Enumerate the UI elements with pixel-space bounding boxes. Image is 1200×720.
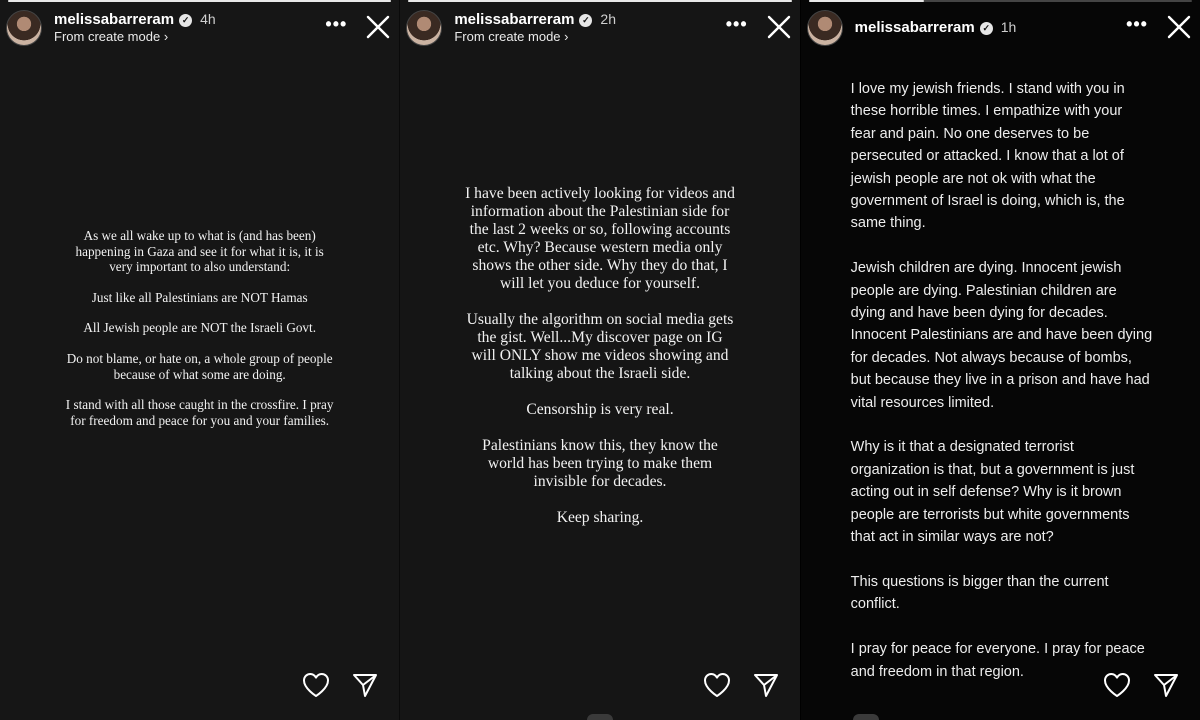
story-progress-fill bbox=[8, 0, 391, 2]
story-progress-fill bbox=[408, 0, 791, 2]
heart-icon[interactable] bbox=[301, 670, 331, 700]
story-paragraph: Jewish children are dying. Innocent jewish people are dying. Palestinian children are dying and have been dying for decades. Innocent Palestinians are and have been dying for decades. Not always because of bombs, but because they live in a prison and have had vital resources limited. bbox=[850, 260, 1153, 411]
story-paragraph: This questions is bigger than the current conflict. bbox=[850, 573, 1109, 613]
story-text bbox=[851, 78, 1180, 705]
close-icon[interactable] bbox=[1166, 14, 1192, 40]
story-paragraph: I pray for peace for everyone. I pray for peace and freedom in that region. bbox=[850, 641, 1145, 680]
avatar[interactable] bbox=[406, 10, 442, 46]
story-paragraph: Palestinians know this, they know the world has been trying to make them invisible for decades. bbox=[482, 437, 718, 490]
story-paragraph: Usually the algorithm on social media gets the gist. Well...My discover page on IG will ONLY show me videos showing and talking about the Israeli side. bbox=[466, 311, 734, 382]
more-options-icon[interactable]: ••• bbox=[1126, 14, 1148, 34]
story-header bbox=[6, 10, 393, 46]
story-paragraph: As we all wake up to what is (and has been) happening in Gaza and see it for what it is, it is very important to also understand: bbox=[75, 228, 324, 275]
story-progress-fill bbox=[809, 0, 924, 2]
heart-icon[interactable] bbox=[1102, 670, 1132, 700]
create-mode-link[interactable]: From create mode › bbox=[454, 29, 569, 44]
story-actions bbox=[301, 670, 379, 700]
more-options-icon[interactable]: ••• bbox=[325, 14, 348, 34]
close-icon[interactable] bbox=[766, 14, 792, 40]
username-line bbox=[855, 19, 1017, 37]
story-text bbox=[400, 185, 799, 545]
username[interactable]: melissabarreram bbox=[854, 19, 975, 36]
story-progress-bar bbox=[8, 0, 391, 2]
story-panel-3[interactable] bbox=[800, 0, 1200, 720]
story-paragraph: I stand with all those caught in the crossfire. I pray for freedom and peace for you and your families. bbox=[65, 397, 334, 428]
story-progress-bar bbox=[408, 0, 791, 2]
story-header bbox=[807, 10, 1194, 46]
heart-icon[interactable] bbox=[702, 670, 732, 700]
story-progress-bar bbox=[809, 0, 1192, 2]
send-icon[interactable] bbox=[351, 671, 379, 699]
story-paragraph: Just like all Palestinians are NOT Hamas bbox=[91, 289, 308, 305]
story-paragraph: Why is it that a designated terrorist organization is that, but a government is just acting out in self defense? Why is it brown people are terrorists but white governments that act in similar ways are not? bbox=[850, 439, 1135, 546]
send-icon[interactable] bbox=[752, 671, 780, 699]
story-paragraph: I have been actively looking for videos and information about the Palestinian side for the last 2 weeks or so, following accounts etc. Why? Because western media only shows the other side. Why they do that, I will let you deduce for yourself. bbox=[465, 185, 735, 292]
story-paragraph: I love my jewish friends. I stand with you in these horrible times. I empathize with your fear and pain. No one deserves to be persecuted or attacked. I know that a lot of jewish people are not ok with what the government of Israel is doing, which is, the same thing. bbox=[850, 81, 1125, 232]
username-line bbox=[54, 11, 216, 29]
navigation-notch bbox=[587, 714, 613, 720]
avatar[interactable] bbox=[6, 10, 42, 46]
story-actions bbox=[1102, 670, 1180, 700]
send-icon[interactable] bbox=[1152, 671, 1180, 699]
story-paragraph: Censorship is very real. bbox=[526, 401, 674, 418]
username-line bbox=[454, 11, 616, 29]
username[interactable]: melissabarreram bbox=[54, 11, 175, 28]
story-paragraph: Keep sharing. bbox=[556, 509, 644, 526]
create-mode-link[interactable]: From create mode › bbox=[54, 29, 169, 44]
story-header bbox=[406, 10, 793, 46]
verified-badge-icon: ✓ bbox=[579, 14, 592, 27]
story-paragraph: Do not blame, or hate on, a whole group of people because of what some are doing. bbox=[66, 350, 333, 382]
story-actions bbox=[702, 670, 780, 700]
verified-badge-icon: ✓ bbox=[179, 14, 192, 27]
post-time: 2h bbox=[600, 11, 616, 27]
post-time: 1h bbox=[1000, 19, 1017, 35]
verified-badge-icon: ✓ bbox=[980, 22, 993, 35]
story-panel-2[interactable] bbox=[399, 0, 799, 720]
story-paragraph: All Jewish people are NOT the Israeli Govt. bbox=[83, 320, 316, 336]
story-panel-1[interactable] bbox=[0, 0, 399, 720]
more-options-icon[interactable]: ••• bbox=[725, 14, 748, 34]
avatar[interactable] bbox=[807, 10, 843, 46]
close-icon[interactable] bbox=[365, 14, 391, 40]
post-time: 4h bbox=[200, 11, 216, 27]
story-text bbox=[0, 228, 399, 443]
navigation-notch bbox=[853, 714, 879, 720]
username[interactable]: melissabarreram bbox=[454, 11, 575, 28]
